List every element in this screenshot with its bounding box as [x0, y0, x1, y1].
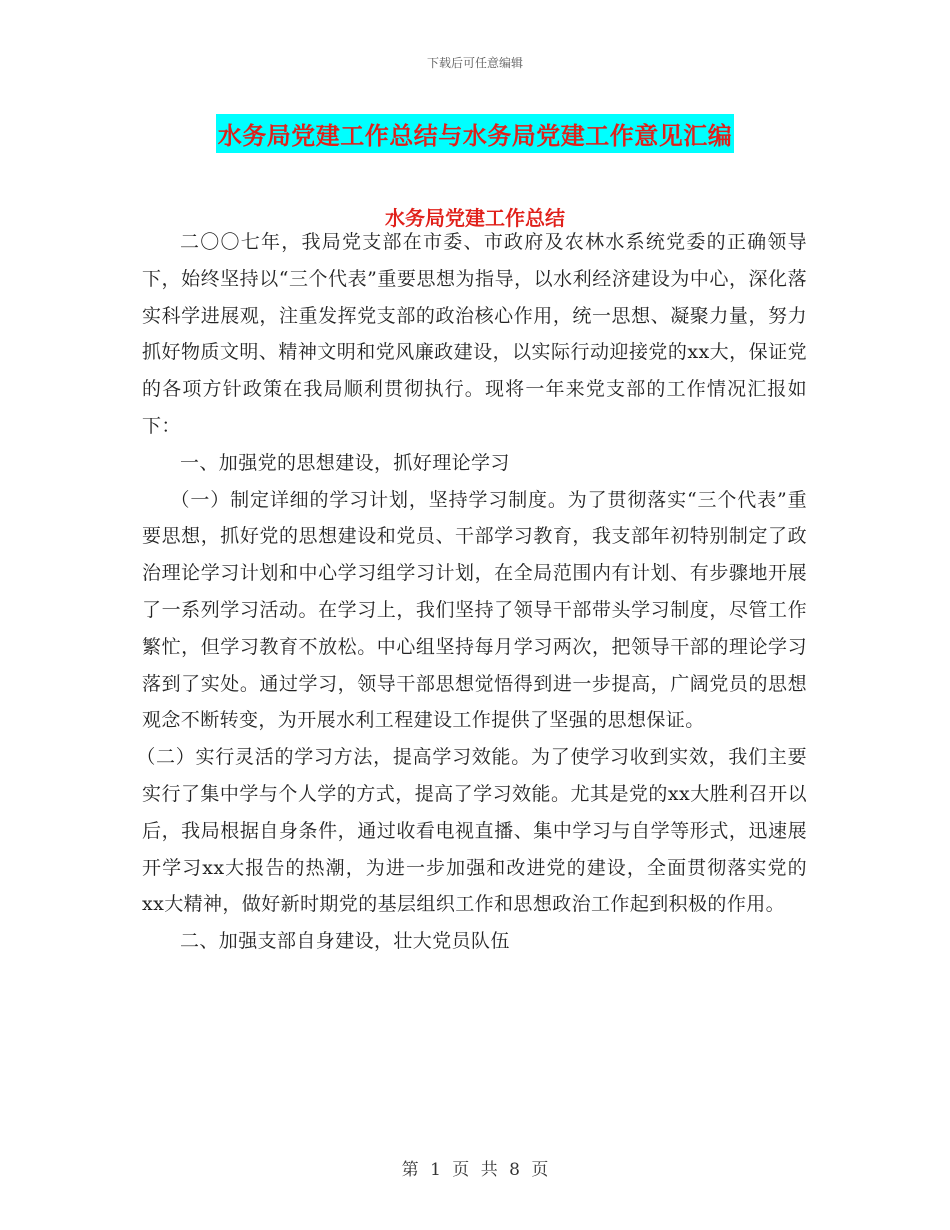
paragraph-subsection-1: （一）制定详细的学习计划，坚持学习制度。为了贯彻落实“三个代表”重要思想，抓好党的思想建设和党员、干部学习教育，我支部年初特别制定了政治理论学习计划和中心学习组学习计划，在全局范围内有计划、有步骤地开展了一系列学习活动。在学习上，我们坚持了领导干部带头学习制度，尽管工作繁忙，但学习教育不放松。中心组坚持每月学习两次，把领导干部的理论学习落到了实处。通过学习，领导干部思想觉悟得到进一步提高，广阔党员的思想观念不断转变，为开展水利工程建设工作提供了坚强的思想保证。 [142, 488, 807, 732]
heading-section-2: 二、加强支部自身建设，壮大党员队伍 [180, 930, 510, 953]
main-title: 水务局党建工作总结与水务局党建工作意见汇编 [216, 114, 735, 153]
paragraph-subsection-2: （二）实行灵活的学习方法，提高学习效能。为了使学习收到实效，我们主要实行了集中学与个人学的方式，提高了学习效能。尤其是党的xx大胜利召开以后，我局根据自身条件，通过收看电视直播、集中学习与自学等形式，迅速展开学习xx大报告的热潮，为进一步加强和改进党的建设，全面贯彻落实党的xx大精神，做好新时期党的基层组织工作和思想政治工作起到积极的作用。 [136, 746, 807, 916]
page-number: 第 1 页 共 8 页 [401, 1160, 549, 1180]
main-title-container [0, 114, 950, 153]
document-body [136, 224, 807, 960]
section-title: 水务局党建工作总结 [385, 206, 565, 230]
heading-section-1: 一、加强党的思想建设，抓好理论学习 [180, 451, 510, 474]
page-header-note: 下载后可任意编辑 [426, 56, 523, 70]
paragraph-intro: 二〇〇七年，我局党支部在市委、市政府及农林水系统党委的正确领导下，始终坚持以“三个代表”重要思想为指导，以水利经济建设为中心，深化落实科学进展观，注重发挥党支部的政治核心作用，统一思想、凝聚力量，努力抓好物质文明、精神文明和党风廉政建设，以实际行动迎接党的xx大，保证党的各项方针政策在我局顺利贯彻执行。现将一年来党支部的工作情况汇报如下： [142, 231, 807, 437]
